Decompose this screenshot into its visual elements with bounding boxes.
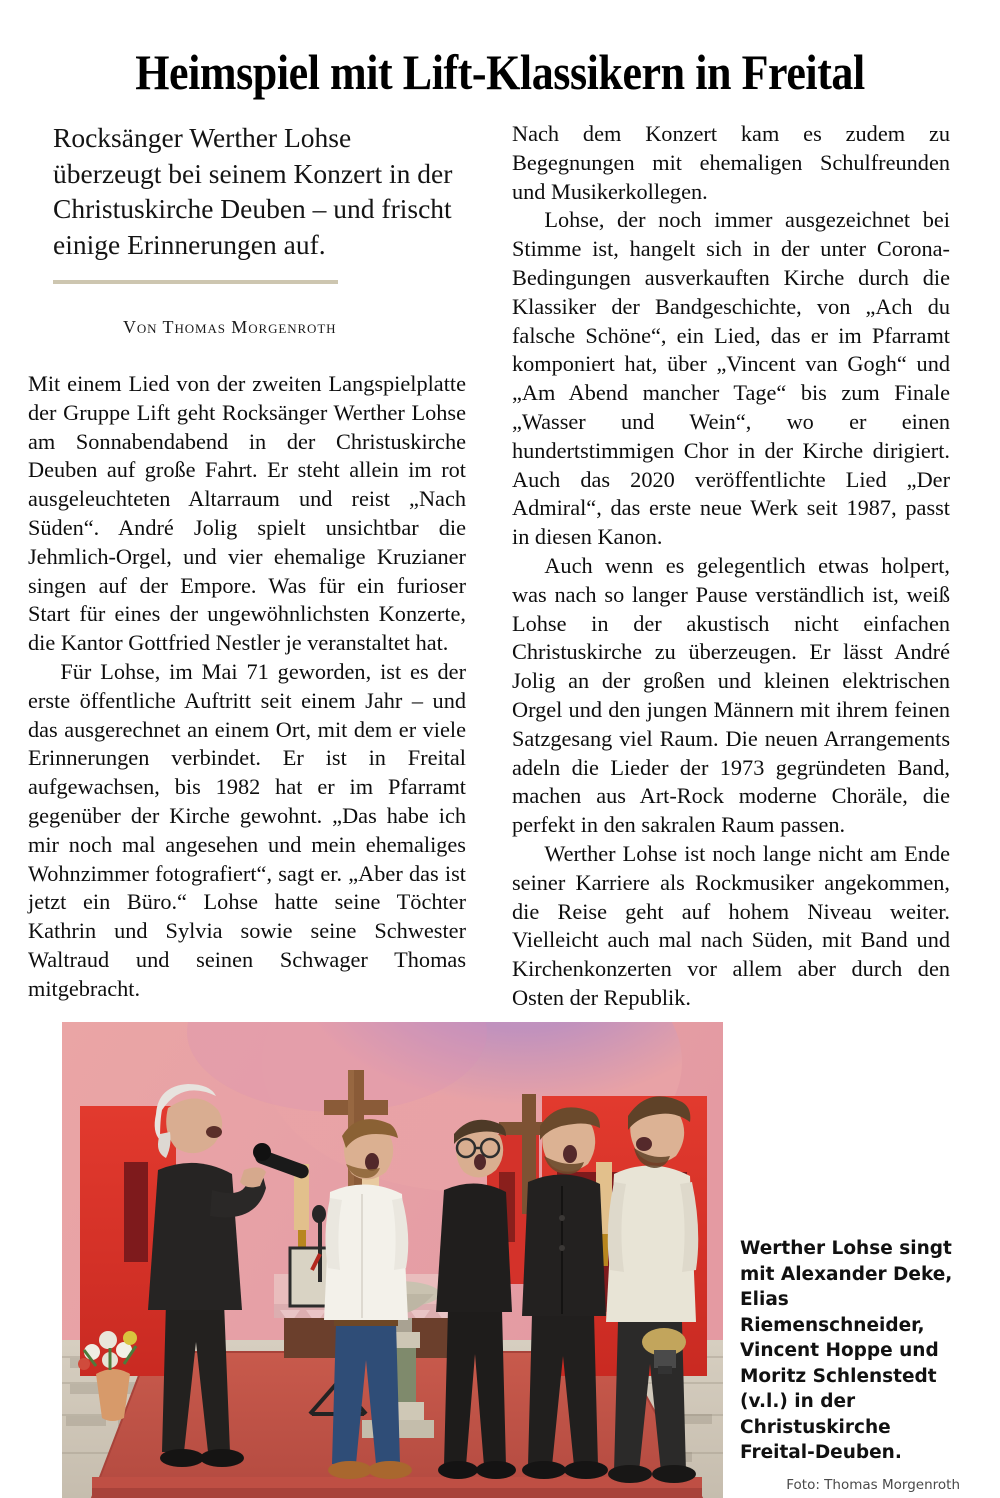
paragraph: Für Lohse, im Mai 71 geworden, ist es der erste öffentliche Auftritt seit einem Jahr – und das ausgerechnet an einem Ort, mit dem er viele Erinnerungen verbindet. Er ist in Freital aufgewachsen, bis 1982 hat er im Pfarramt gegenüber der Kirche gewohnt. „Das habe ich mir noch mal angesehen und mein ehemaliges Wohnzimmer fotografiert“, sagt er. „Aber das ist jetzt ein Büro.“ Lohse hatte seine Töchter Kathrin und Sylvia sowie seine Schwester Waltraud und seinen Schwager Thomas mitgebracht. [28, 658, 466, 1001]
byline: Von Thomas Morgenroth [123, 317, 337, 337]
lead-divider [53, 280, 338, 284]
article-photo [62, 1022, 723, 1498]
page-title: Heimspiel mit Lift-Klassikern in Freital [135, 44, 865, 100]
photo-caption: Werther Lohse singt mit Alexander Deke, Elias Riemenschneider, Vincent Hoppe und Moritz Schlenstedt (v.l.) in der Christuskirche Freital-Deuben. [740, 1238, 953, 1463]
right-body-text [512, 120, 950, 1013]
paragraph: Werther Lohse ist noch lange nicht am Ende seiner Karriere als Rockmusiker angekommen, die Reise geht auf hohem Niveau weiter. Vielleicht auch mal nach Süden, mit Band und Kirchenkonzerten vor allem aber durch den Osten der Republik. [512, 840, 950, 1010]
paragraph: Nach dem Konzert kam es zudem zu Begegnungen mit ehemaligen Schulfreunden und Musikerkollegen. [512, 121, 950, 204]
concert-photo-illustration [62, 1022, 723, 1498]
paragraph: Lohse, der noch immer ausgezeichnet bei Stimme ist, hangelt sich in der unter Corona-Bedingungen ausverkauften Kirche durch die Klassiker der Bandgeschichte, von „Ach du falsche Schöne“, ein Lied, das er im Pfarramt komponiert hat, über „Vincent van Gogh“ und „Am Abend mancher Tage“ bis zum Finale „Wasser und Wein“, wo er einen hundertstimmigen Chor in der Kirche dirigiert. Auch das 2020 veröffentlichte Lied „Der Admiral“, das erste neue Werk seit 1987, passt in diesen Kanon. [512, 207, 950, 550]
photo-caption-block [740, 1236, 960, 1494]
paragraph: Mit einem Lied von der zweiten Langspielplatte der Gruppe Lift geht Rocksänger Werther Lohse am Sonnabendabend in der Christuskirche Deuben auf große Fahrt. Er steht allein im rot ausgeleuchteten Altarraum und reist „Nach Süden“. André Jolig spielt unsichtbar die Jehmlich-Orgel, und vier ehemalige Kruzianer singen auf der Empore. Was für ein furioser Start für eines der ungewöhnlichsten Konzerte, die Kantor Gottfried Nestler je veranstaltet hat. [28, 371, 466, 656]
left-column [28, 120, 466, 1004]
right-column [512, 120, 950, 1013]
article-lead: Rocksänger Werther Lohse überzeugt bei seinem Konzert in der Christuskirche Deuben – und frischt einige Erinnerungen auf. [53, 122, 453, 260]
photo-credit: Foto: Thomas Morgenroth [786, 1476, 960, 1493]
left-body-text [28, 370, 466, 1004]
paragraph: Auch wenn es gelegentlich etwas holpert, was nach so langer Pause verständlich ist, weiß Lohse in der akustisch nicht einfachen Christuskirche zu überzeugen. Er lässt André Jolig an der großen und kleinen elektrischen Orgel und den jungen Männern mit ihrem feinen Satzgesang viel Raum. Die neuen Arrangements adeln die Lieder der 1973 gegründeten Band, machen aus Art-Rock moderne Choräle, die perfekt in den sakralen Raum passen. [512, 552, 950, 838]
